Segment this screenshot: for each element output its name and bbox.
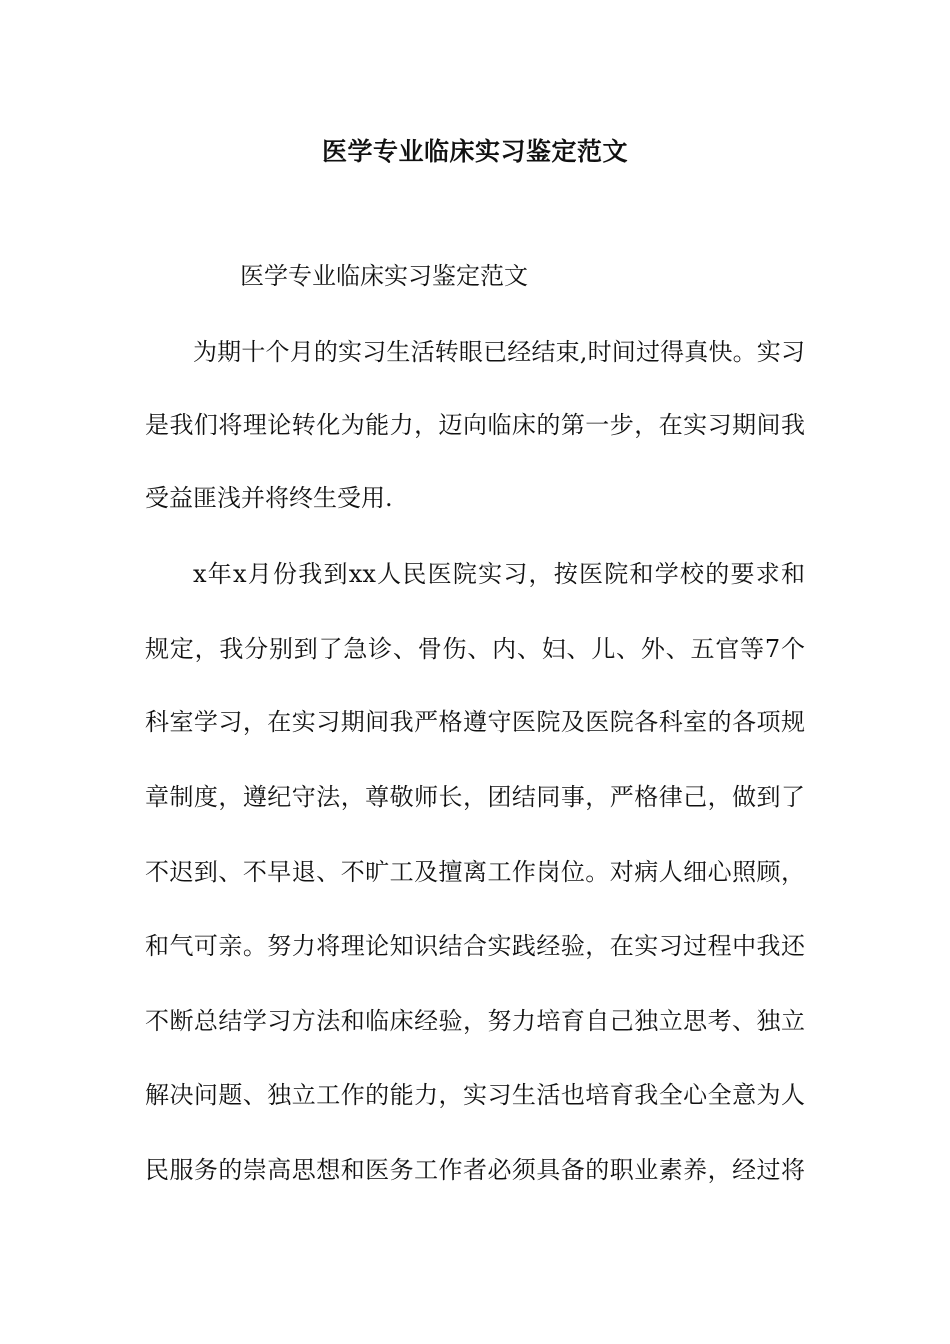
paragraph-line: 科室学习，在实习期间我严格遵守医院及医院各科室的各项规 bbox=[145, 708, 805, 736]
paragraph-line: x年x月份我到xx人民医院实习，按医院和学校的要求和 bbox=[193, 560, 805, 588]
paragraph-line: 不断总结学习方法和临床经验，努力培育自己独立思考、独立 bbox=[145, 1007, 805, 1035]
document-title: 医学专业临床实习鉴定范文 bbox=[321, 137, 628, 166]
paragraph-line: 民服务的崇高思想和医务工作者必须具备的职业素养，经过将 bbox=[145, 1156, 805, 1184]
paragraph-line: 规定，我分别到了急诊、骨伤、内、妇、儿、外、五官等7个 bbox=[145, 635, 805, 663]
paragraph-line: 解决问题、独立工作的能力，实习生活也培育我全心全意为人 bbox=[145, 1081, 805, 1109]
paragraph-line: 章制度，遵纪守法，尊敬师长，团结同事，严格律己，做到了 bbox=[145, 783, 805, 811]
document-subtitle: 医学专业临床实习鉴定范文 bbox=[240, 262, 528, 290]
paragraph-line: 是我们将理论转化为能力，迈向临床的第一步，在实习期间我 bbox=[145, 411, 805, 439]
paragraph-line: 为期十个月的实习生活转眼已经结束,时间过得真快。实习 bbox=[193, 338, 805, 366]
paragraph-line: 受益匪浅并将终生受用. bbox=[145, 484, 393, 512]
paragraph-line: 和气可亲。努力将理论知识结合实践经验，在实习过程中我还 bbox=[145, 932, 805, 960]
paragraph-line: 不迟到、不早退、不旷工及擅离工作岗位。对病人细心照顾， bbox=[145, 858, 805, 886]
